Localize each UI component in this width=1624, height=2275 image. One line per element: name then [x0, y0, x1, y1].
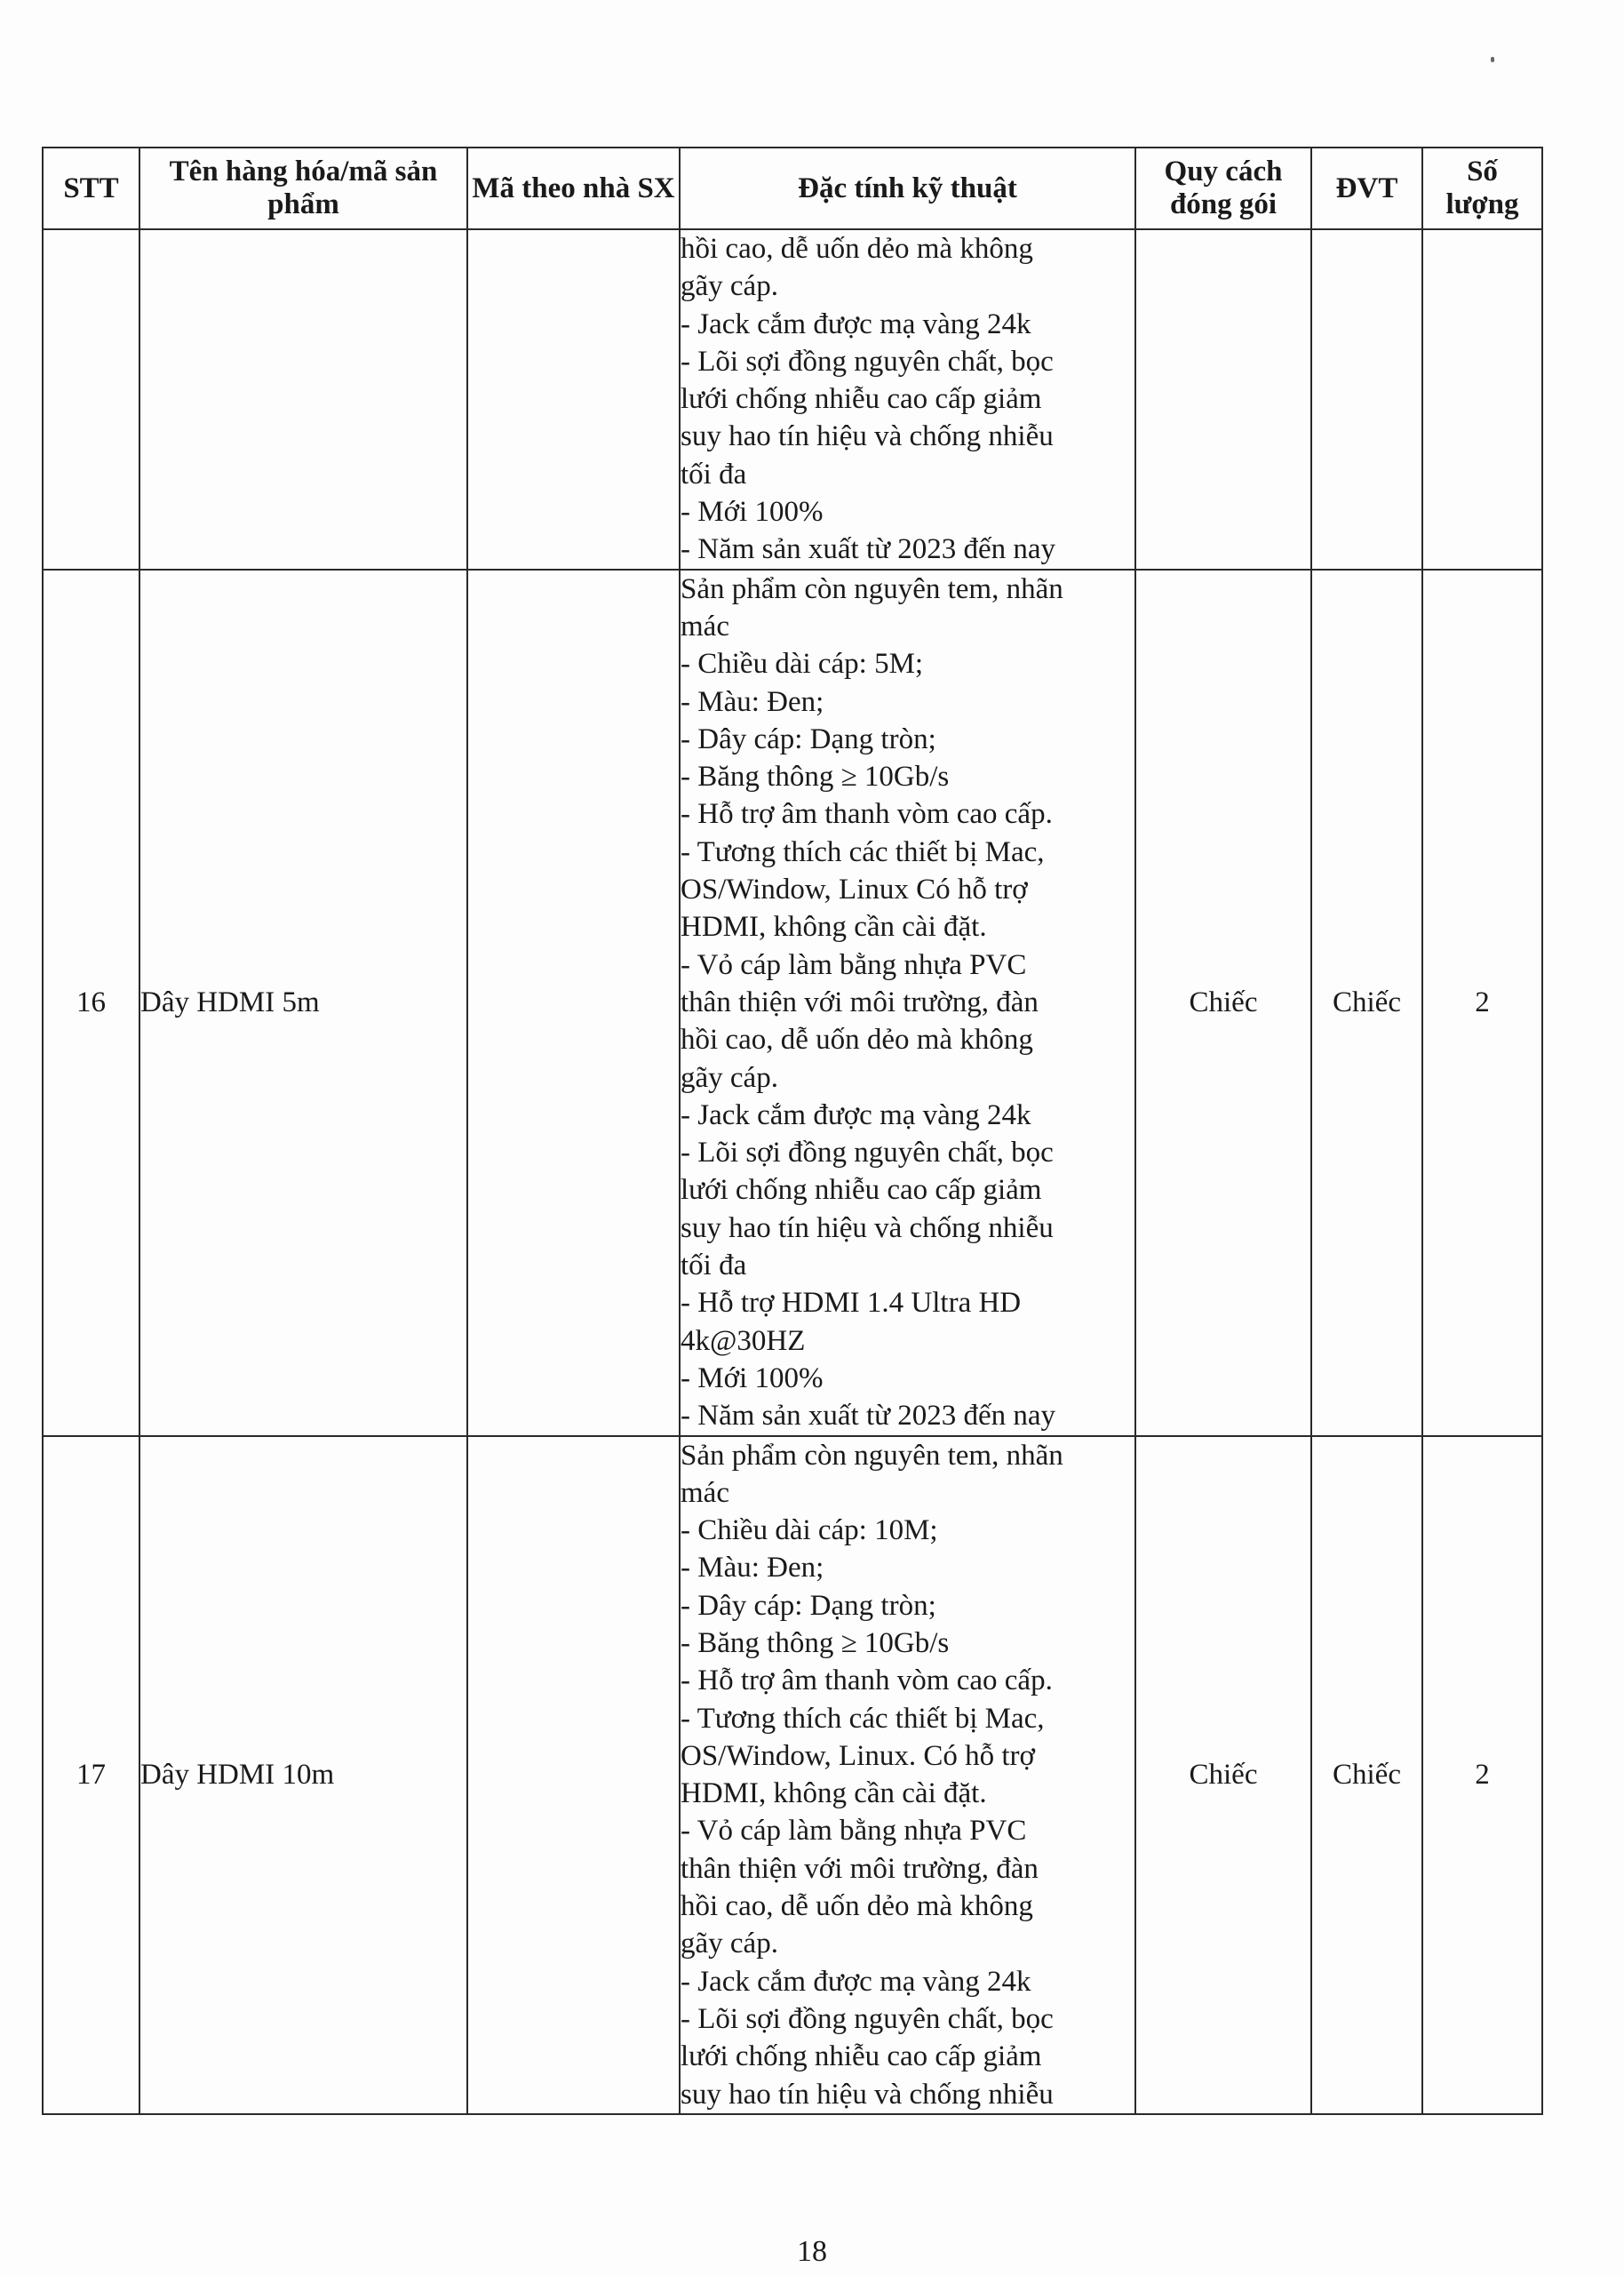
spec-line: suy hao tín hiệu và chống nhiễu — [681, 1211, 1054, 1244]
spec-line: thân thiện với môi trường, đàn — [681, 1852, 1039, 1885]
cell-stt — [43, 229, 139, 570]
spec-line: mác — [681, 610, 729, 643]
header-row — [43, 148, 1542, 229]
spec-line: - Dây cáp: Dạng tròn; — [681, 1589, 936, 1622]
spec-line: - Jack cắm được mạ vàng 24k — [681, 1098, 1031, 1131]
spec-line: - Chiều dài cáp: 10M; — [681, 1514, 938, 1547]
header-stt: STT — [43, 148, 139, 229]
spec-line: - Năm sản xuất từ 2023 đến nay — [681, 1400, 1056, 1433]
header-qty: Số lượng — [1422, 148, 1542, 229]
page-number: 18 — [797, 2235, 827, 2268]
cell-qty: 2 — [1422, 570, 1542, 1436]
spec-line: - Tương thích các thiết bị Mac, — [681, 1702, 1045, 1735]
header-name: Tên hàng hóa/mã sản phẩm — [139, 148, 467, 229]
table-row — [43, 1436, 1542, 2114]
cell-name: Dây HDMI 5m — [139, 570, 467, 1436]
spec-line: hồi cao, dễ uốn dẻo mà không — [681, 1890, 1033, 1923]
spec-line: - Tương thích các thiết bị Mac, — [681, 835, 1045, 868]
spec-line: - Jack cắm được mạ vàng 24k — [681, 1965, 1031, 1998]
spec-line: - Lõi sợi đồng nguyên chất, bọc — [681, 1137, 1054, 1169]
cell-pack — [1135, 229, 1311, 570]
spec-line: - Jack cắm được mạ vàng 24k — [681, 307, 1031, 340]
header-unit: ĐVT — [1311, 148, 1422, 229]
spec-line: - Băng thông ≥ 10Gb/s — [681, 1626, 950, 1659]
cell-qty — [1422, 229, 1542, 570]
table-row — [43, 229, 1542, 570]
spec-line: suy hao tín hiệu và chống nhiễu — [681, 420, 1054, 453]
cell-pack: Chiếc — [1135, 1436, 1311, 2114]
spec-table — [42, 147, 1543, 2115]
spec-line: - Hỗ trợ âm thanh vòm cao cấp. — [681, 798, 1053, 831]
spec-line: - Hỗ trợ HDMI 1.4 Ultra HD — [681, 1287, 1022, 1320]
spec-line: - Năm sản xuất từ 2023 đến nay — [681, 533, 1056, 566]
spec-line: gãy cáp. — [681, 1928, 778, 1960]
spec-line: - Mới 100% — [681, 496, 824, 529]
spec-line: thân thiện với môi trường, đàn — [681, 986, 1039, 1018]
cell-name: Dây HDMI 10m — [139, 1436, 467, 2114]
spec-line: tối đa — [681, 458, 747, 491]
cell-stt: 16 — [43, 570, 139, 1436]
cell-spec — [680, 1436, 1135, 2114]
spec-line: gãy cáp. — [681, 270, 778, 303]
spec-line: - Lõi sợi đồng nguyên chất, bọc — [681, 2002, 1054, 2035]
cell-spec — [680, 570, 1135, 1436]
spec-line: HDMI, không cần cài đặt. — [681, 911, 987, 944]
header-code: Mã theo nhà SX — [467, 148, 680, 229]
spec-line: tối đa — [681, 1249, 747, 1282]
cell-stt: 17 — [43, 1436, 139, 2114]
spec-line: - Dây cáp: Dạng tròn; — [681, 722, 936, 755]
table-row — [43, 570, 1542, 1436]
spec-line: - Màu: Đen; — [681, 1552, 824, 1585]
spec-line: lưới chống nhiễu cao cấp giảm — [681, 2040, 1042, 2073]
spec-line: lưới chống nhiễu cao cấp giảm — [681, 1174, 1042, 1207]
spec-line: OS/Window, Linux Có hỗ trợ — [681, 874, 1028, 906]
cell-unit: Chiếc — [1311, 1436, 1422, 2114]
spec-line: - Băng thông ≥ 10Gb/s — [681, 761, 950, 794]
spec-line: - Chiều dài cáp: 5M; — [681, 648, 924, 681]
spec-line: OS/Window, Linux. Có hỗ trợ — [681, 1739, 1035, 1772]
cell-qty: 2 — [1422, 1436, 1542, 2114]
spec-line: mác — [681, 1476, 729, 1509]
spec-line: gãy cáp. — [681, 1061, 778, 1094]
spec-line: 4k@30HZ — [681, 1324, 806, 1357]
cell-unit — [1311, 229, 1422, 570]
cell-code — [467, 229, 680, 570]
spec-line: Sản phẩm còn nguyên tem, nhãn — [681, 1439, 1063, 1472]
header-pack: Quy cách đóng gói — [1135, 148, 1311, 229]
spec-line: Sản phẩm còn nguyên tem, nhãn — [681, 572, 1063, 605]
spec-line: - Vỏ cáp làm bằng nhựa PVC — [681, 1815, 1027, 1848]
cell-code — [467, 570, 680, 1436]
spec-line: hồi cao, dễ uốn dẻo mà không — [681, 233, 1033, 265]
spec-line: HDMI, không cần cài đặt. — [681, 1777, 987, 1810]
spec-line: - Hỗ trợ âm thanh vòm cao cấp. — [681, 1664, 1053, 1697]
cell-spec — [680, 229, 1135, 570]
cell-unit: Chiếc — [1311, 570, 1422, 1436]
header-spec: Đặc tính kỹ thuật — [680, 148, 1135, 229]
spec-line: hồi cao, dễ uốn dẻo mà không — [681, 1024, 1033, 1057]
scan-speck — [1491, 57, 1494, 62]
spec-line: - Màu: Đen; — [681, 685, 824, 718]
cell-code — [467, 1436, 680, 2114]
spec-line: - Vỏ cáp làm bằng nhựa PVC — [681, 948, 1027, 981]
spec-line: - Lõi sợi đồng nguyên chất, bọc — [681, 345, 1054, 378]
spec-line: lưới chống nhiễu cao cấp giảm — [681, 383, 1042, 416]
spec-line: - Mới 100% — [681, 1361, 824, 1394]
spec-line: suy hao tín hiệu và chống nhiễu — [681, 2078, 1054, 2111]
cell-pack: Chiếc — [1135, 570, 1311, 1436]
cell-name — [139, 229, 467, 570]
